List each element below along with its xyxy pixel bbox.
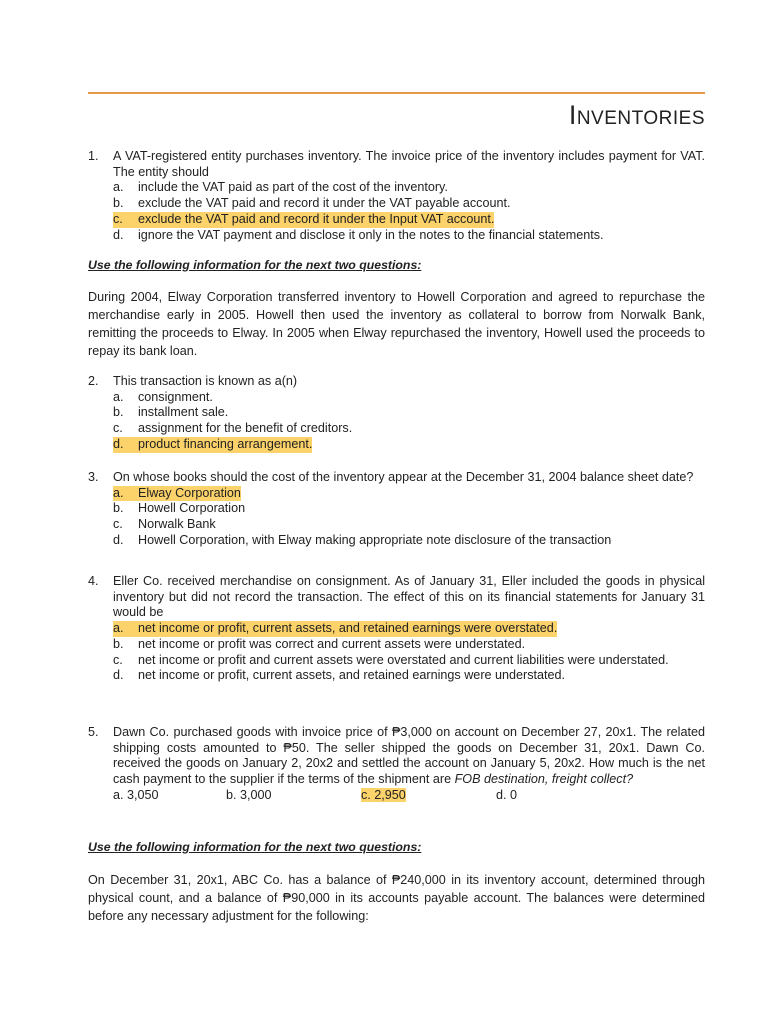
option-d: d. ignore the VAT payment and disclose it only in the notes to the financial statements. bbox=[113, 227, 604, 242]
option-a: a. consignment. bbox=[113, 389, 213, 404]
header-rule bbox=[88, 92, 705, 94]
option-b: b. exclude the VAT paid and record it under the VAT payable account. bbox=[113, 196, 511, 211]
question-1 bbox=[88, 149, 705, 243]
option-a: a. 3,050 bbox=[113, 787, 159, 802]
question-5 bbox=[88, 725, 705, 804]
option-d: d. 0 bbox=[496, 787, 518, 802]
option-b: b. installment sale. bbox=[113, 405, 229, 420]
option-a-highlighted: a. net income or profit, current assets, and retained earnings were overstated. bbox=[113, 621, 558, 636]
question-number: 1. bbox=[88, 149, 99, 163]
question-stem: A VAT-registered entity purchases inventory. The invoice price of the inventory includes payment for VAT. The entity should bbox=[113, 149, 705, 179]
question-stem: On whose books should the cost of the inventory appear at the December 31, 2004 balance sheet date? bbox=[113, 470, 694, 484]
scenario-paragraph: During 2004, Elway Corporation transferred inventory to Howell Corporation and agreed to repurchase the merchandise early in 2005. Howell then used the inventory as collateral to borrow from Norwalk Bank, remitting the proceeds to Elway. In 2005 when Elway repurchased the inventory, Howell used the proceeds to repay its bank loan. bbox=[88, 290, 705, 358]
option-c: c. net income or profit and current assets were overstated and current liabilities were understated. bbox=[113, 652, 669, 667]
option-b: b. Howell Corporation bbox=[113, 501, 246, 516]
scenario-paragraph-2: On December 31, 20x1, ABC Co. has a balance of ₱240,000 in its inventory account, determined through physical count, and a balance of ₱90,000 in its accounts payable account. The balances were determined before any necessary adjustment for the following: bbox=[88, 873, 705, 923]
question-stem: This transaction is known as a(n) bbox=[113, 374, 298, 388]
question-stem: Eller Co. received merchandise on consignment. As of January 31, Eller included the goods in physical inventory but did not record the transaction. The effect of this on its financial statements for January 31 would be bbox=[113, 574, 705, 620]
page-title: Inventories bbox=[568, 100, 705, 130]
instruction-heading: Use the following information for the next two questions: bbox=[88, 258, 422, 272]
option-d: d. net income or profit, current assets, and retained earnings were understated. bbox=[113, 668, 566, 683]
question-number: 4. bbox=[88, 574, 99, 588]
option-a-highlighted: a. Elway Corporation bbox=[113, 485, 241, 500]
option-d: d. Howell Corporation, with Elway making appropriate note disclosure of the transaction bbox=[113, 532, 612, 547]
question-3 bbox=[88, 470, 705, 549]
question-4 bbox=[88, 574, 705, 684]
option-c-highlighted: c. 2,950 bbox=[361, 787, 406, 802]
option-a: a. include the VAT paid as part of the cost of the inventory. bbox=[113, 180, 448, 195]
option-c: c. assignment for the benefit of creditors. bbox=[113, 421, 353, 436]
question-2 bbox=[88, 374, 705, 453]
question-number: 3. bbox=[88, 470, 99, 484]
option-c-highlighted: c. exclude the VAT paid and record it under the Input VAT account. bbox=[113, 211, 495, 226]
question-number: 2. bbox=[88, 374, 99, 388]
option-d-highlighted: d. product financing arrangement. bbox=[113, 436, 313, 451]
question-number: 5. bbox=[88, 725, 99, 739]
options-row bbox=[113, 788, 705, 804]
option-b: b. net income or profit was correct and current assets were understated. bbox=[113, 636, 526, 651]
option-b: b. 3,000 bbox=[226, 787, 272, 802]
question-stem: Dawn Co. purchased goods with invoice price of ₱3,000 on account on December 27, 20x1. The related shipping costs amounted to ₱50. The seller shipped the goods on December 31, 20x1. Dawn Co. received the goods on January 2, 20x2 and settled the account on January 5, 20x2. How much is the net cash payment to the supplier if the terms of the shipment are FOB destination, freight collect? bbox=[113, 725, 705, 787]
instruction-heading-2: Use the following information for the next two questions: bbox=[88, 840, 422, 854]
option-c: c. Norwalk Bank bbox=[113, 517, 216, 532]
